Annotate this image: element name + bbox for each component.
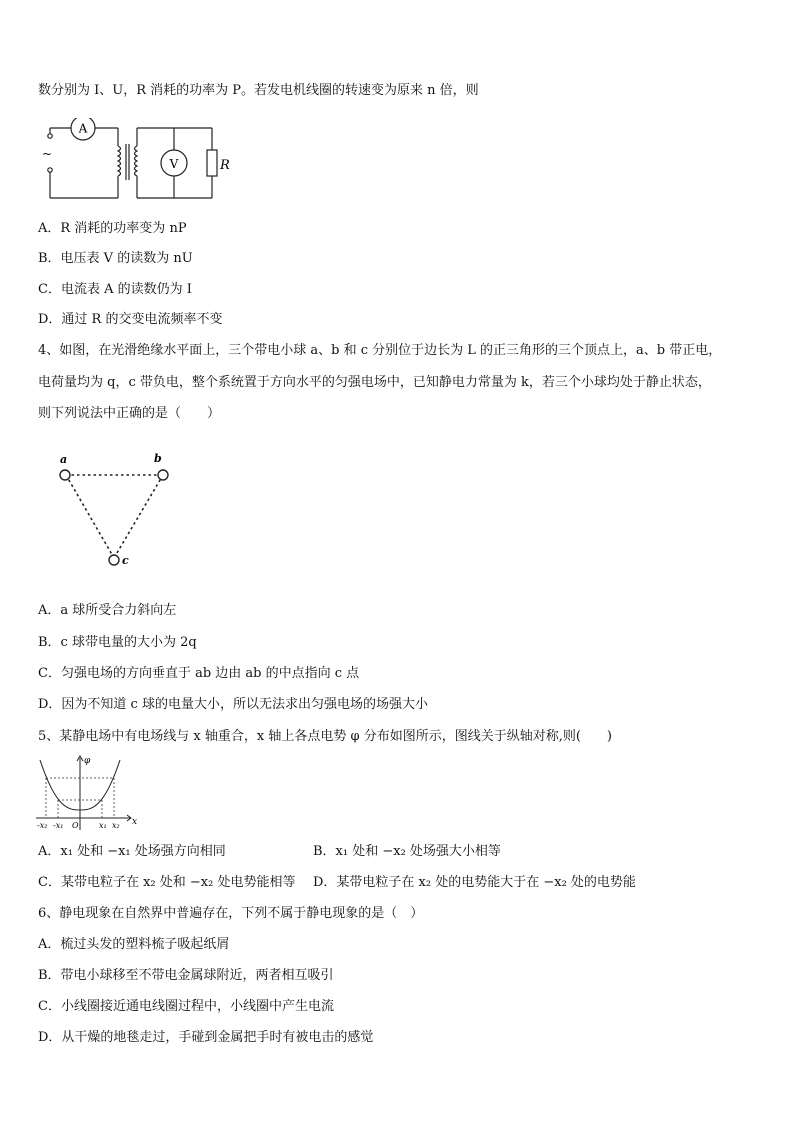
q4-option-d: D．因为不知道 c 球的电量大小，所以无法求出匀强电场的场强大小	[38, 697, 428, 712]
q5-potential-graph	[34, 752, 144, 834]
q5-option-b: B．x₁ 处和 −x₂ 处场强大小相等	[313, 844, 501, 859]
q5-stem: 5、某静电场中有电场线与 x 轴重合，x 轴上各点电势 φ 分布如图所示，图线关于纵轴对称,则( )	[38, 729, 612, 744]
tick-x2: x₂	[112, 821, 120, 830]
ball-b	[158, 470, 168, 480]
q4-option-c: C．匀强电场的方向垂直于 ab 边由 ab 的中点指向 c 点	[38, 666, 360, 681]
q6-option-d: D．从干燥的地毯走过，手碰到金属把手时有被电击的感觉	[38, 1030, 374, 1045]
label-a: a	[60, 453, 68, 466]
q4-stem-line-3: 则下列说法中正确的是（ ）	[38, 406, 221, 421]
phi-axis-label: φ	[84, 756, 91, 766]
resistor-label: R	[220, 158, 230, 173]
q4-stem-line-1: 4、如图，在光滑绝缘水平面上，三个带电小球 a、b 和 c 分别位于边长为 L 的正三角形的三个顶点上，a、b 带正电，	[38, 343, 722, 358]
q3-option-b: B．电压表 V 的读数为 nU	[38, 251, 193, 266]
q4-option-b: B．c 球带电量的大小为 2q	[38, 635, 197, 650]
q3-intro: 数分别为 I、U，R 消耗的功率为 P。若发电机线圈的转速变为原来 n 倍，则	[38, 83, 479, 98]
q6-stem: 6、静电现象在自然界中普遍存在，下列不属于静电现象的是（ ）	[38, 906, 424, 921]
q3-option-d: D．通过 R 的交变电流频率不变	[38, 312, 223, 327]
q3-circuit-diagram	[40, 118, 230, 208]
tick-neg-x2: -x₂	[37, 821, 48, 830]
label-b: b	[154, 452, 162, 465]
q3-option-c: C．电流表 A 的读数仍为 I	[38, 282, 192, 297]
q6-option-a: A．梳过头发的塑料梳子吸起纸屑	[38, 937, 230, 952]
q5-option-d: D．某带电粒子在 x₂ 处的电势能大于在 −x₂ 处的电势能	[313, 875, 636, 890]
ammeter-label: A	[78, 121, 88, 136]
tick-x1: x₁	[99, 821, 107, 830]
ball-c	[109, 555, 119, 565]
ac-source-symbol: ~	[42, 147, 53, 161]
q4-triangle-diagram	[50, 448, 180, 578]
q6-option-b: B．带电小球移至不带电金属球附近，两者相互吸引	[38, 968, 334, 983]
q3-option-a: A．R 消耗的功率变为 nP	[38, 221, 187, 236]
q5-option-a: A．x₁ 处和 −x₁ 处场强方向相同	[38, 844, 226, 859]
q4-stem-line-2: 电荷量均为 q，c 带负电，整个系统置于方向水平的匀强电场中，已知静电力常量为 k，若三个小球均处于静止状态，	[38, 375, 711, 390]
q5-option-c: C．某带电粒子在 x₂ 处和 −x₂ 处电势能相等	[38, 875, 296, 890]
tick-neg-x1: -x₁	[53, 821, 64, 830]
tick-origin: O	[72, 821, 79, 830]
voltmeter-label: V	[169, 157, 179, 171]
ball-a	[60, 470, 70, 480]
q6-option-c: C．小线圈接近通电线圈过程中，小线圈中产生电流	[38, 999, 334, 1014]
x-axis-label: x	[132, 817, 138, 827]
q4-option-a: A．a 球所受合力斜向左	[38, 603, 177, 618]
label-c: c	[122, 554, 129, 567]
